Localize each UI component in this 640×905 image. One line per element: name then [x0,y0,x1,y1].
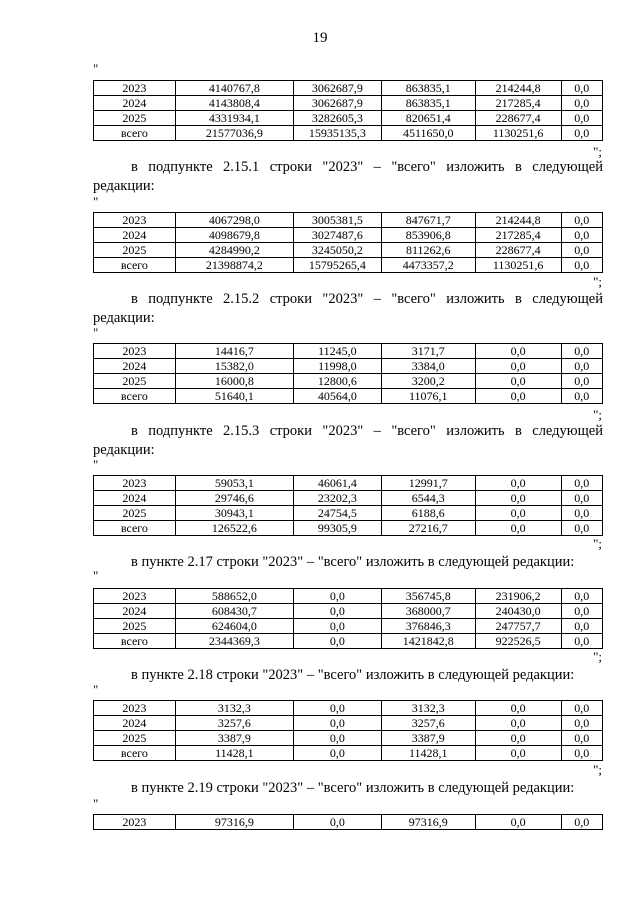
value-cell: 3171,7 [381,344,475,359]
row-label-cell: 2024 [94,491,176,506]
value-cell: 228677,4 [475,243,561,258]
value-cell: 0,0 [475,746,561,761]
data-table [93,588,603,649]
quote-open: " [93,194,99,209]
quote-open: " [93,61,99,76]
quote-open: " [93,568,99,583]
data-table [93,475,603,536]
value-cell: 3257,6 [175,716,293,731]
quote-close: "; [593,762,602,777]
value-cell: 11428,1 [381,746,475,761]
table-row [94,746,603,761]
value-cell: 247757,7 [475,619,561,634]
table-row [94,589,603,604]
value-cell: 3062687,9 [293,81,381,96]
value-cell: 3132,3 [381,701,475,716]
table-row [94,491,603,506]
quote-close: "; [593,649,602,664]
value-cell: 3245050,2 [293,243,381,258]
table-row [94,96,603,111]
value-cell: 0,0 [475,731,561,746]
section-intro: в подпункте 2.15.1 строки "2023" – "всего" изложить в следующей редакции: [93,159,603,194]
value-cell: 0,0 [293,604,381,619]
value-cell: 0,0 [293,701,381,716]
value-cell: 863835,1 [381,81,475,96]
value-cell: 15935135,3 [293,126,381,141]
row-label-cell: 2024 [94,359,176,374]
value-cell: 0,0 [475,389,561,404]
value-cell: 0,0 [561,521,602,536]
table-row [94,258,603,273]
value-cell: 3027487,6 [293,228,381,243]
value-cell: 1130251,6 [475,126,561,141]
value-cell: 3062687,9 [293,96,381,111]
value-cell: 4143808,4 [175,96,293,111]
table-block-6 [93,814,603,830]
value-cell: 0,0 [561,258,602,273]
value-cell: 15382,0 [175,359,293,374]
value-cell: 29746,6 [175,491,293,506]
value-cell: 4067298,0 [175,213,293,228]
value-cell: 16000,8 [175,374,293,389]
section-intro: в подпункте 2.15.2 строки "2023" – "всего" изложить в следующей редакции: [93,291,603,326]
table-row [94,521,603,536]
value-cell: 0,0 [561,619,602,634]
row-label-cell: 2023 [94,213,176,228]
value-cell: 0,0 [561,604,602,619]
value-cell: 4284990,2 [175,243,293,258]
value-cell: 588652,0 [175,589,293,604]
value-cell: 820651,4 [381,111,475,126]
value-cell: 1421842,8 [381,634,475,649]
table-row [94,81,603,96]
value-cell: 11076,1 [381,389,475,404]
value-cell: 3387,9 [381,731,475,746]
value-cell: 6188,6 [381,506,475,521]
row-label-cell: всего [94,521,176,536]
value-cell: 15795265,4 [293,258,381,273]
value-cell: 40564,0 [293,389,381,404]
value-cell: 11245,0 [293,344,381,359]
row-label-cell: 2023 [94,344,176,359]
section-intro: в пункте 2.19 строки "2023" – "всего" изложить в следующей редакции: [131,780,575,796]
value-cell: 0,0 [561,701,602,716]
quote-close: "; [593,407,602,422]
row-label-cell: 2025 [94,374,176,389]
value-cell: 4140767,8 [175,81,293,96]
value-cell: 51640,1 [175,389,293,404]
table-block-4 [93,588,603,649]
row-label-cell: 2025 [94,619,176,634]
value-cell: 0,0 [561,746,602,761]
data-table [93,212,603,273]
value-cell: 0,0 [475,701,561,716]
value-cell: 231906,2 [475,589,561,604]
value-cell: 11998,0 [293,359,381,374]
value-cell: 0,0 [561,243,602,258]
value-cell: 217285,4 [475,228,561,243]
row-label-cell: всего [94,746,176,761]
row-label-cell: 2025 [94,111,176,126]
value-cell: 608430,7 [175,604,293,619]
table-row [94,228,603,243]
value-cell: 0,0 [561,476,602,491]
data-table [93,700,603,761]
table-row [94,731,603,746]
value-cell: 12800,6 [293,374,381,389]
value-cell: 3132,3 [175,701,293,716]
row-label-cell: 2024 [94,716,176,731]
page-number: 19 [312,30,328,46]
row-label-cell: 2025 [94,731,176,746]
table-row [94,213,603,228]
quote-open: " [93,682,99,697]
value-cell: 3005381,5 [293,213,381,228]
value-cell: 21398874,2 [175,258,293,273]
table-row [94,815,603,830]
row-label-cell: всего [94,126,176,141]
value-cell: 0,0 [561,344,602,359]
table-row [94,619,603,634]
value-cell: 30943,1 [175,506,293,521]
value-cell: 624604,0 [175,619,293,634]
value-cell: 0,0 [293,716,381,731]
value-cell: 23202,3 [293,491,381,506]
table-row [94,634,603,649]
value-cell: 0,0 [475,359,561,374]
value-cell: 214244,8 [475,213,561,228]
value-cell: 853906,8 [381,228,475,243]
value-cell: 0,0 [561,491,602,506]
value-cell: 0,0 [561,389,602,404]
row-label-cell: всего [94,389,176,404]
value-cell: 11428,1 [175,746,293,761]
table-block-1 [93,212,603,273]
value-cell: 0,0 [293,746,381,761]
value-cell: 6544,3 [381,491,475,506]
value-cell: 228677,4 [475,111,561,126]
table-row [94,506,603,521]
value-cell: 27216,7 [381,521,475,536]
table-row [94,359,603,374]
table-row [94,389,603,404]
value-cell: 847671,7 [381,213,475,228]
row-label-cell: 2025 [94,506,176,521]
value-cell: 0,0 [561,731,602,746]
row-label-cell: 2023 [94,701,176,716]
value-cell: 97316,9 [381,815,475,830]
quote-open: " [93,457,99,472]
value-cell: 0,0 [561,126,602,141]
value-cell: 922526,5 [475,634,561,649]
value-cell: 0,0 [293,589,381,604]
value-cell: 14416,7 [175,344,293,359]
table-row [94,243,603,258]
value-cell: 3387,9 [175,731,293,746]
table-row [94,701,603,716]
value-cell: 0,0 [475,521,561,536]
table-block-3 [93,475,603,536]
value-cell: 0,0 [561,228,602,243]
row-label-cell: 2024 [94,604,176,619]
value-cell: 0,0 [475,374,561,389]
table-block-0 [93,80,603,141]
value-cell: 0,0 [561,815,602,830]
table-row [94,716,603,731]
quote-open: " [93,325,99,340]
section-intro: в пункте 2.17 строки "2023" – "всего" изложить в следующей редакции: [131,554,575,570]
value-cell: 811262,6 [381,243,475,258]
row-label-cell: 2023 [94,476,176,491]
value-cell: 0,0 [293,731,381,746]
quote-close: "; [593,274,602,289]
table-row [94,604,603,619]
row-label-cell: всего [94,258,176,273]
table-row [94,111,603,126]
value-cell: 356745,8 [381,589,475,604]
value-cell: 4331934,1 [175,111,293,126]
value-cell: 0,0 [293,815,381,830]
data-table [93,80,603,141]
value-cell: 863835,1 [381,96,475,111]
value-cell: 3282605,3 [293,111,381,126]
quote-close: "; [593,536,602,551]
value-cell: 2344369,3 [175,634,293,649]
table-row [94,344,603,359]
value-cell: 4511650,0 [381,126,475,141]
value-cell: 0,0 [561,81,602,96]
value-cell: 4473357,2 [381,258,475,273]
table-row [94,374,603,389]
value-cell: 4098679,8 [175,228,293,243]
row-label-cell: 2023 [94,589,176,604]
value-cell: 0,0 [561,506,602,521]
value-cell: 59053,1 [175,476,293,491]
row-label-cell: 2023 [94,815,176,830]
value-cell: 0,0 [561,374,602,389]
value-cell: 1130251,6 [475,258,561,273]
quote-close: "; [593,144,602,159]
value-cell: 0,0 [561,634,602,649]
value-cell: 0,0 [561,213,602,228]
section-intro: в пункте 2.18 строки "2023" – "всего" изложить в следующей редакции: [131,667,575,683]
value-cell: 240430,0 [475,604,561,619]
value-cell: 217285,4 [475,96,561,111]
value-cell: 12991,7 [381,476,475,491]
data-table [93,814,603,830]
value-cell: 0,0 [475,815,561,830]
value-cell: 3200,2 [381,374,475,389]
table-block-5 [93,700,603,761]
data-table [93,343,603,404]
value-cell: 0,0 [561,589,602,604]
row-label-cell: 2024 [94,228,176,243]
value-cell: 0,0 [293,634,381,649]
value-cell: 3257,6 [381,716,475,731]
value-cell: 368000,7 [381,604,475,619]
value-cell: 0,0 [475,476,561,491]
row-label-cell: 2025 [94,243,176,258]
row-label-cell: 2023 [94,81,176,96]
table-block-2 [93,343,603,404]
value-cell: 0,0 [561,716,602,731]
value-cell: 0,0 [561,96,602,111]
table-row [94,476,603,491]
value-cell: 214244,8 [475,81,561,96]
value-cell: 0,0 [475,491,561,506]
row-label-cell: всего [94,634,176,649]
value-cell: 126522,6 [175,521,293,536]
value-cell: 0,0 [561,111,602,126]
value-cell: 0,0 [293,619,381,634]
value-cell: 99305,9 [293,521,381,536]
value-cell: 21577036,9 [175,126,293,141]
value-cell: 3384,0 [381,359,475,374]
value-cell: 97316,9 [175,815,293,830]
value-cell: 0,0 [475,506,561,521]
value-cell: 0,0 [475,344,561,359]
value-cell: 24754,5 [293,506,381,521]
value-cell: 0,0 [475,716,561,731]
quote-open: " [93,796,99,811]
section-intro: в подпункте 2.15.3 строки "2023" – "всего" изложить в следующей редакции: [93,423,603,458]
value-cell: 376846,3 [381,619,475,634]
table-row [94,126,603,141]
value-cell: 0,0 [561,359,602,374]
row-label-cell: 2024 [94,96,176,111]
value-cell: 46061,4 [293,476,381,491]
